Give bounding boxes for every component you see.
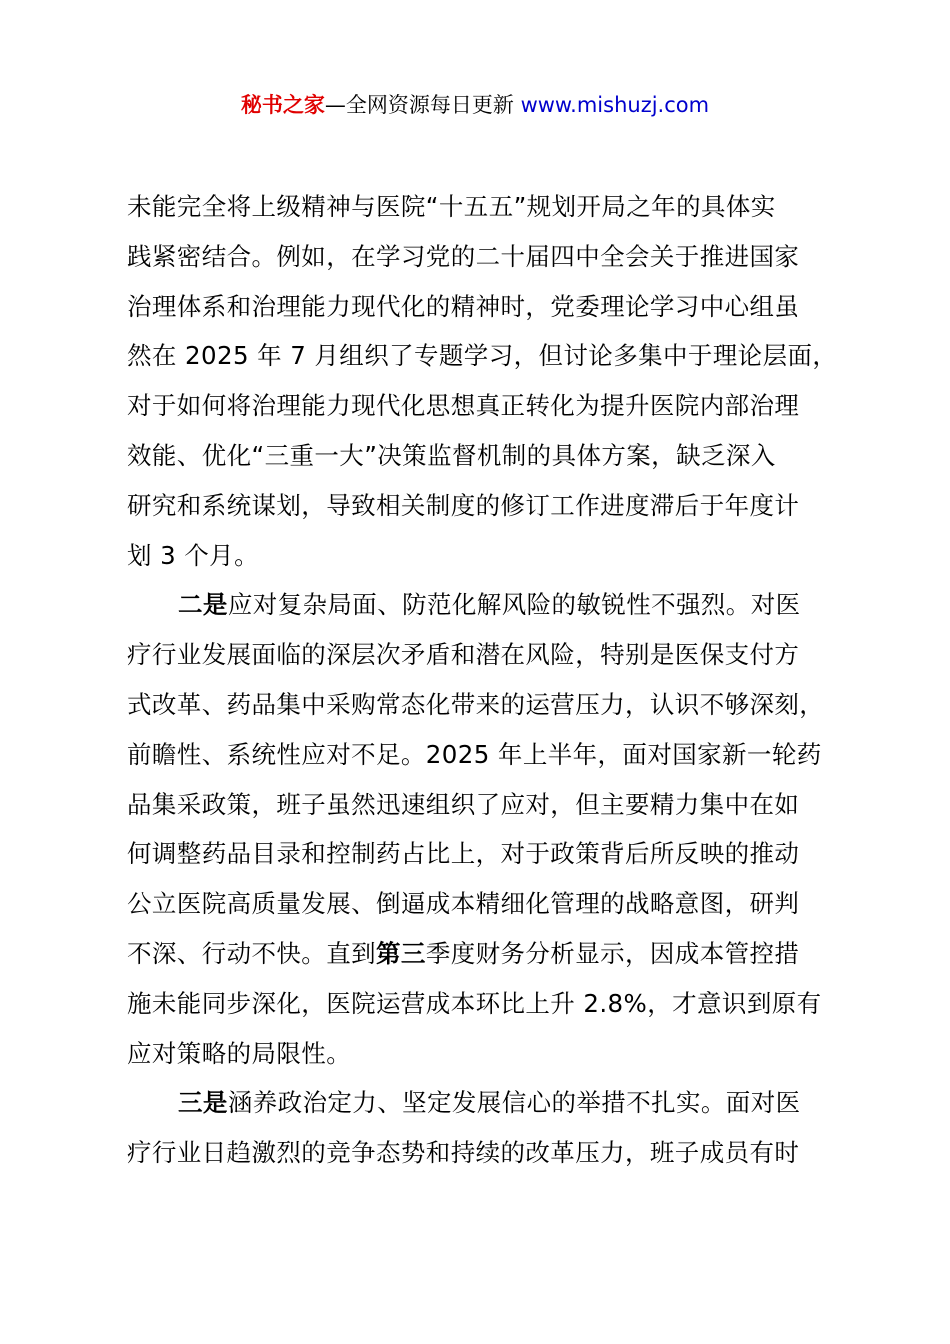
text-line: 式改革、药品集中采购常态化带来的运营压力，认识不够深刻， [127,689,825,719]
paragraph-start-line [127,580,839,630]
text-line: 践紧密结合。例如，在学习党的二十届四中全会关于推进国家 [127,241,800,271]
site-tagline: —全网资源每日更新 [324,93,521,117]
text-run: 应对复杂局面、防范化解风险的敏锐性不强烈。对医 [227,590,801,620]
text-run: 季度财务分析显示，因成本管控措 [425,938,800,968]
site-url[interactable]: www.mishuzj.com [520,93,710,117]
text-run: 不深、行动不快。直到 [127,938,376,968]
text-line: 施未能同步深化，医院运营成本环比上升 2.8%，才意识到原有 [127,988,822,1018]
text-line: 治理体系和治理能力现代化的精神时，党委理论学习中心组虽 [127,291,800,321]
text-line: 疗行业日趋激烈的竞争态势和持续的改革压力，班子成员有时 [127,1138,800,1168]
text-line: 效能、优化“三重一大”决策监督机制的具体方案，缺乏深入 [127,440,776,470]
point-marker-three: 三是 [178,1088,228,1118]
emphasis-third: 第三 [376,938,426,968]
text-line: 疗行业发展面临的深层次矛盾和潜在风险，特别是医保支付方 [127,640,800,670]
document-body [127,182,839,1178]
text-line: 品集采政策，班子虽然迅速组织了应对，但主要精力集中在如 [127,789,800,819]
text-line-with-emphasis [127,929,839,979]
page-header [0,88,950,122]
paragraph-start-line [127,1078,839,1128]
site-brand: 秘书之家 [240,93,325,117]
text-line: 划 3 个月。 [127,540,259,570]
text-line: 何调整药品目录和控制药占比上，对于政策背后所反映的推动 [127,839,800,869]
text-line: 对于如何将治理能力现代化思想真正转化为提升医院内部治理 [127,391,800,421]
text-line: 应对策略的局限性。 [127,1038,352,1068]
text-line: 然在 2025 年 7 月组织了专题学习，但讨论多集中于理论层面， [127,341,838,371]
text-line: 未能完全将上级精神与医院“十五五”规划开局之年的具体实 [127,192,776,221]
text-line: 公立医院高质量发展、倒逼成本精细化管理的战略意图，研判 [127,889,800,919]
point-marker-two: 二是 [178,590,228,620]
text-line: 研究和系统谋划，导致相关制度的修订工作进度滞后于年度计 [127,490,800,520]
text-run: 涵养政治定力、坚定发展信心的举措不扎实。面对医 [227,1088,801,1118]
text-line: 前瞻性、系统性应对不足。2025 年上半年，面对国家新一轮药 [127,739,822,769]
